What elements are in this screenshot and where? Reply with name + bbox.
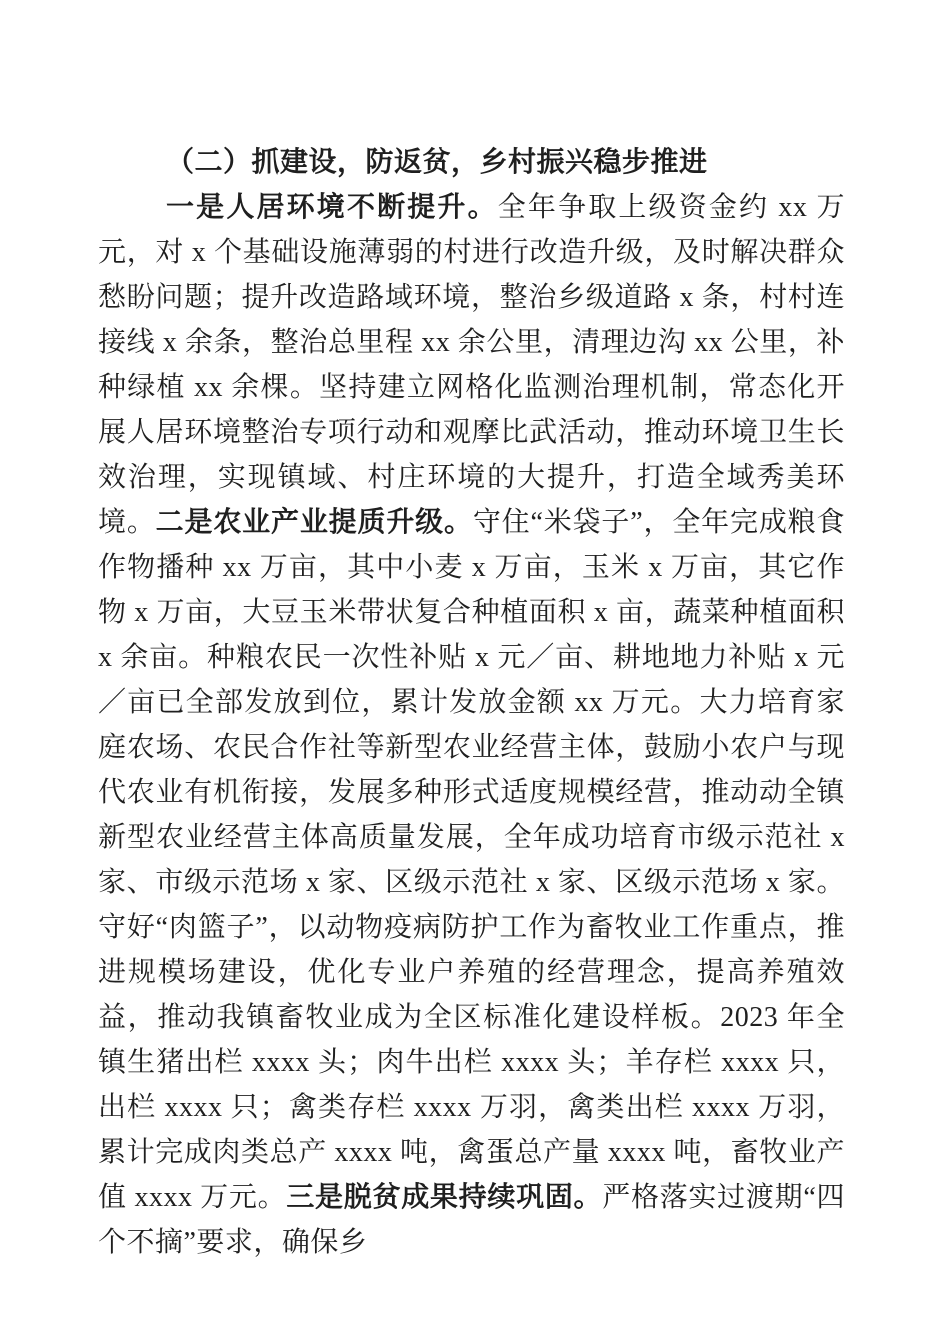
emphasis-segment: 三是脱贫成果持续巩固。 [286, 1182, 603, 1213]
section-heading: （二）抓建设，防返贫，乡村振兴稳步推进 [166, 147, 708, 178]
text-segment: 全年争取上级资金约 xx 万元，对 x 个基础设施薄弱的村进行改造升级，及时解决群众愁盼问题；提升改造路域环境，整治乡级道路 x 条，村村连接线 x 余条，整治总里程 xx 余公里，清理边沟 xx 公里，补种绿植 xx 余棵。坚持建立网格化监测治理机制，常态化开展人居环境整治专项行动和观摩比武活动，推动环境卫生长效治理，实现镇域、村庄环境的大提升，打造全域秀美环境。 [98, 192, 845, 538]
text-segment: 守住“米袋子”，全年完成粮食作物播种 xx 万亩，其中小麦 x 万亩，玉米 x 万亩，其它作物 x 万亩，大豆玉米带状复合种植面积 x 亩，蔬菜种植面积 x 余亩。种粮农民一次性补贴 x 元／亩、耕地地力补贴 x 元／亩已全部发放到位，累计发放金额 xx 万元。大力培育家庭农场、农民合作社等新型农业经营主体，鼓励小农户与现代农业有机衔接，发展多种形式适度规模经营，推动动全镇新型农业经营主体高质量发展，全年成功培育市级示范社 x 家、市级示范场 x 家、区级示范社 x 家、区级示范场 x 家。守好“肉篮子”，以动物疫病防护工作为畜牧业工作重点，推进规模场建设，优化专业户养殖的经营理念，提高养殖效益，推动我镇畜牧业成为全区标准化建设样板。2023 年全镇生猪出栏 xxxx 头；肉牛出栏 xxxx 头；羊存栏 xxxx 只，出栏 xxxx 只；禽类存栏 xxxx 万羽，禽类出栏 xxxx 万羽，累计完成肉类总产 xxxx 吨，禽蛋总产量 xxxx 吨，畜牧业产值 xxxx 万元。 [98, 507, 845, 1213]
body-paragraph [98, 185, 845, 1265]
text-segment: 严格落实过渡期“四个不摘”要求，确保乡 [98, 1182, 845, 1258]
emphasis-segment: 一是人居环境不断提升。 [166, 192, 498, 223]
emphasis-segment: 二是农业产业提质升级。 [155, 507, 473, 538]
document-body [98, 140, 845, 1265]
